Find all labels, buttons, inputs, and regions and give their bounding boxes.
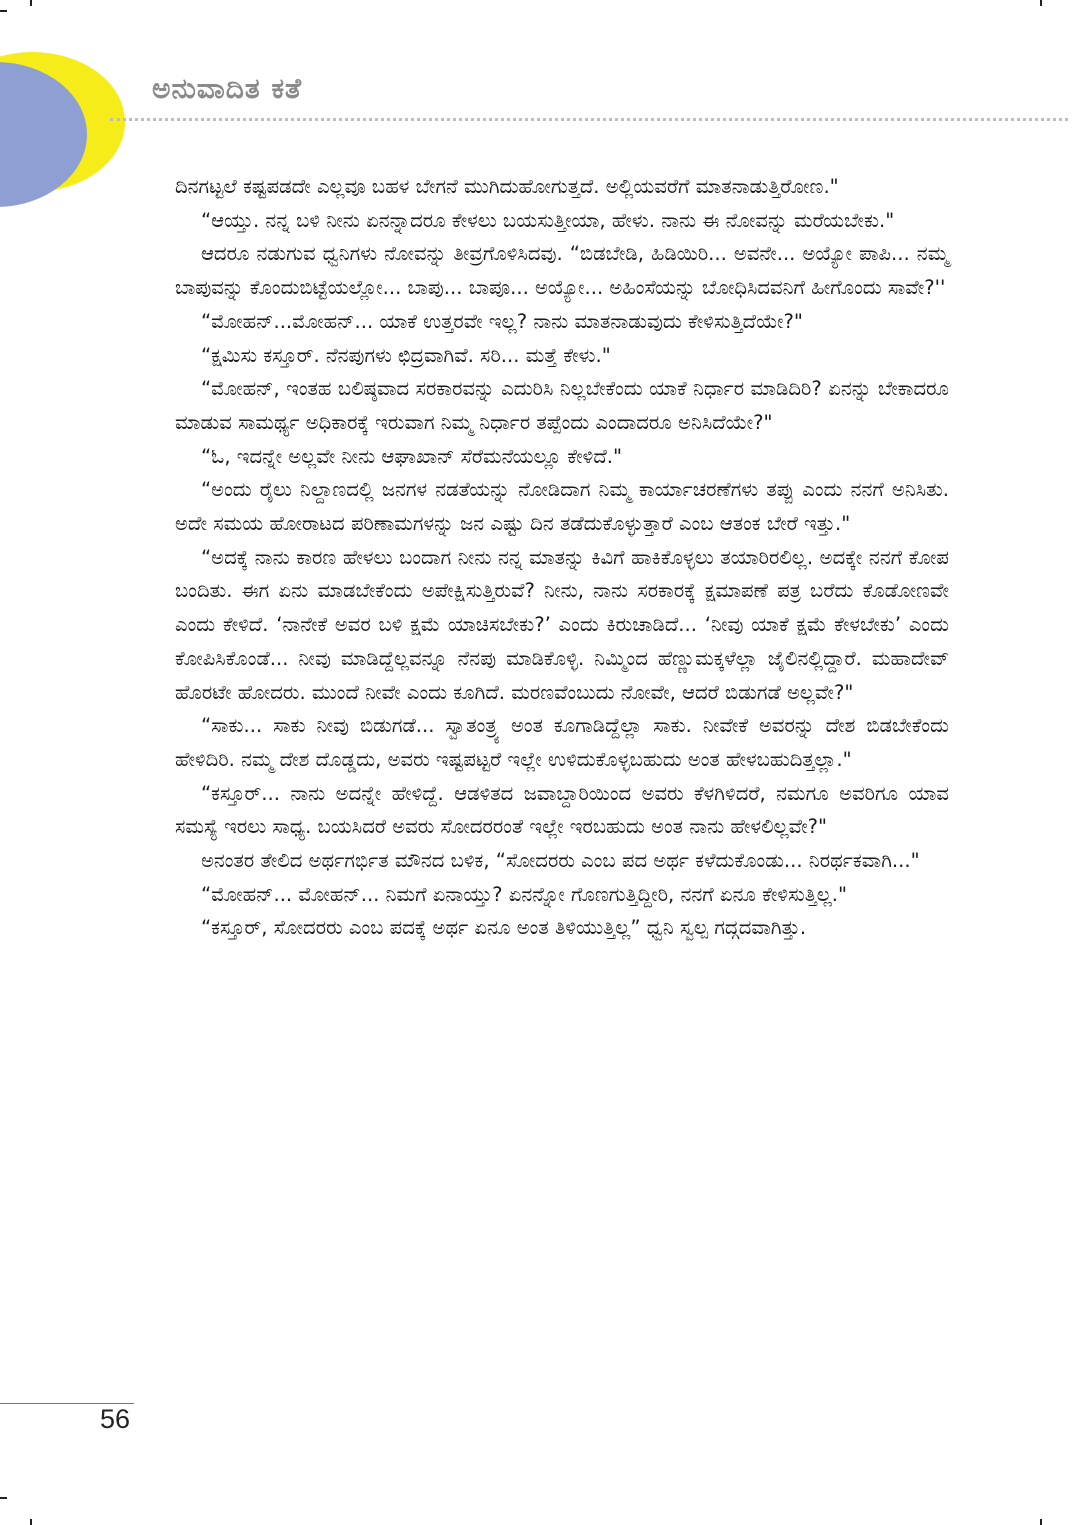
paragraph: “ಓ, ಇದನ್ನೇ ಅಲ್ಲವೇ ನೀನು ಆಘಾಖಾನ್ ಸೆರೆಮನೆಯಲ್ಲೂ ಕೇಳಿದೆ." <box>201 444 623 468</box>
paragraph: ದಿನಗಟ್ಟಲೆ ಕಷ್ಟಪಡದೇ ಎಲ್ಲವೂ ಬಹಳ ಬೇಗನೆ ಮುಗಿದುಹೋಗುತ್ತದೆ. ಅಲ್ಲಿಯವರೆಗೆ ಮಾತನಾಡುತ್ತಿರೋಣ." <box>175 175 839 198</box>
paragraph: “ಕಸ್ತೂರ್, ಸೋದರರು ಎಂಬ ಪದಕ್ಕೆ ಅರ್ಥ ಏನೂ ಅಂತ ತಿಳಿಯುತ್ತಿಲ್ಲ” ಧ್ವನಿ ಸ್ವಲ್ಪ ಗದ್ಗದವಾಗಿತ್ತು. <box>201 916 807 940</box>
paragraph: ಅನಂತರ ತೇಲಿದ ಅರ್ಥಗರ್ಭಿತ ಮೌನದ ಬಳಿಕ, “ಸೋದರರು ಎಂಬ ಪದ ಅರ್ಥ ಕಳೆದುಕೊಂಡು... ನಿರರ್ಥಕವಾಗಿ..." <box>201 849 920 873</box>
paragraph: “ಮೋಹನ್... ಮೋಹನ್... ನಿಮಗೆ ಏನಾಯ್ತು? ಏನನ್ನೋ ಗೊಣಗುತ್ತಿದ್ದೀರಿ, ನನಗೆ ಏನೂ ಕೇಳಿಸುತ್ತಿಲ್ಲ." <box>201 882 848 906</box>
paragraph: “ಕ್ಷಮಿಸು ಕಸ್ತೂರ್. ನೆನಪುಗಳು ಛಿದ್ರವಾಗಿವೆ. ಸರಿ... ಮತ್ತೆ ಕೇಳು." <box>201 343 611 367</box>
paragraph: “ಆಯ್ತು. ನನ್ನ ಬಳಿ ನೀನು ಏನನ್ನಾದರೂ ಕೇಳಲು ಬಯಸುತ್ತೀಯಾ, ಹೇಳು. ನಾನು ಈ ನೋವನ್ನು ಮರೆಯಬೇಕು." <box>201 208 895 232</box>
dotted-divider <box>110 118 1068 121</box>
crop-mark-bottom-right <box>1040 1519 1042 1525</box>
story-body <box>175 170 949 945</box>
crop-mark-top-right <box>1040 0 1042 6</box>
section-header: ಅನುವಾದಿತ ಕತೆ <box>152 72 303 105</box>
paragraph: “ಮೋಹನ್, ಇಂತಹ ಬಲಿಷ್ಠವಾದ ಸರಕಾರವನ್ನು ಎದುರಿಸಿ ನಿಲ್ಲಬೇಕೆಂದು ಯಾಕೆ ನಿರ್ಧಾರ ಮಾಡಿದಿರಿ? ಏನನ್ನು ಬೇಕಾದರೂ ಮಾಡುವ ಸಾಮರ್ಥ್ಯ ಅಧಿಕಾರಕ್ಕೆ ಇರುವಾಗ ನಿಮ್ಮ ನಿರ್ಧಾರ ತಪ್ಪೆಂದು ಎಂದಾದರೂ ಅನಿಸಿದೆಯೇ?" <box>175 377 949 434</box>
crop-mark-bottom-left-vertical <box>30 1519 32 1525</box>
paragraph: “ಕಸ್ತೂರ್... ನಾನು ಅದನ್ನೇ ಹೇಳಿದ್ದೆ. ಆಡಳಿತದ ಜವಾಬ್ದಾರಿಯಿಂದ ಅವರು ಕೆಳಗಿಳಿದರೆ, ನಮಗೂ ಅವರಿಗೂ ಯಾವ ಸಮಸ್ಯೆ ಇರಲು ಸಾಧ್ಯ. ಬಯಸಿದರೆ ಅವರು ಸೋದರರಂತೆ ಇಲ್ಲೇ ಇರಬಹುದು ಅಂತ ನಾನು ಹೇಳಲಿಲ್ಲವೇ?" <box>175 781 949 839</box>
crop-mark-top-left-vertical <box>30 0 32 6</box>
paragraph: “ಸಾಕು... ಸಾಕು ನೀವು ಬಿಡುಗಡೆ... ಸ್ವಾತಂತ್ರ್ಯ ಅಂತ ಕೂಗಾಡಿದ್ದೆಲ್ಲಾ ಸಾಕು. ನೀವೇಕೆ ಅವರನ್ನು ದೇಶ ಬಿಡಬೇಕೆಂದು ಹೇಳಿದಿರಿ. ನಮ್ಮ ದೇಶ ದೊಡ್ಡದು, ಅವರು ಇಷ್ಟಪಟ್ಟರೆ ಇಲ್ಲೇ ಉಳಿದುಕೊಳ್ಳಬಹುದು ಅಂತ ಹೇಳಬಹುದಿತ್ತಲ್ಲಾ." <box>175 714 949 771</box>
paragraph: “ಅಂದು ರೈಲು ನಿಲ್ದಾಣದಲ್ಲಿ ಜನಗಳ ನಡತೆಯನ್ನು ನೋಡಿದಾಗ ನಿಮ್ಮ ಕಾರ್ಯಾಚರಣೆಗಳು ತಪ್ಪು ಎಂದು ನನಗೆ ಅನಿಸಿತು. ಅದೇ ಸಮಯ ಹೋರಾಟದ ಪರಿಣಾಮಗಳನ್ನು ಜನ ಎಷ್ಟು ದಿನ ತಡೆದುಕೊಳ್ಳುತ್ತಾರೆ ಎಂಬ ಆತಂಕ ಬೇರೆ ಇತ್ತು." <box>175 478 949 536</box>
page-number: 56 <box>100 1404 131 1434</box>
crop-mark-bottom-left <box>0 1497 7 1499</box>
crop-mark-top-left <box>0 10 7 12</box>
paragraph: ಆದರೂ ನಡುಗುವ ಧ್ವನಿಗಳು ನೋವನ್ನು ತೀವ್ರಗೊಳಿಸಿದವು. “ಬಿಡಬೇಡಿ, ಹಿಡಿಯಿರಿ... ಅವನೇ... ಅಯ್ಯೋ ಪಾಪಿ... ನಮ್ಮ ಬಾಪುವನ್ನು ಕೊಂದುಬಿಟ್ಟೆಯಲ್ಲೋ... ಬಾಪು... ಬಾಪೂ... ಅಯ್ಯೋ... ಅಹಿಂಸೆಯನ್ನು ಬೋಧಿಸಿದವನಿಗೆ ಹೀಗೊಂದು ಸಾವೇ?'' <box>175 242 949 300</box>
paragraph: “ಮೋಹನ್...ಮೋಹನ್... ಯಾಕೆ ಉತ್ತರವೇ ಇಲ್ಲ? ನಾನು ಮಾತನಾಡುವುದು ಕೇಳಿಸುತ್ತಿದೆಯೇ?" <box>201 309 803 333</box>
paragraph: “ಅದಕ್ಕೆ ನಾನು ಕಾರಣ ಹೇಳಲು ಬಂದಾಗ ನೀನು ನನ್ನ ಮಾತನ್ನು ಕಿವಿಗೆ ಹಾಕಿಕೊಳ್ಳಲು ತಯಾರಿರಲಿಲ್ಲ. ಅದಕ್ಕೇ ನನಗೆ ಕೋಪ ಬಂದಿತು. ಈಗ ಏನು ಮಾಡಬೇಕೆಂದು ಅಪೇಕ್ಷಿಸುತ್ತಿರುವೆ? ನೀನು, ನಾನು ಸರಕಾರಕ್ಕೆ ಕ್ಷಮಾಪಣೆ ಪತ್ರ ಬರೆದು ಕೊಡೋಣವೇ ಎಂದು ಕೇಳಿದೆ. ‘ನಾನೇಕೆ ಅವರ ಬಳಿ ಕ್ಷಮೆ ಯಾಚಿಸಬೇಕು?’ ಎಂದು ಕಿರುಚಾಡಿದೆ... ‘ನೀವು ಯಾಕೆ ಕ್ಷಮೆ ಕೇಳಬೇಕು’ ಎಂದು ಕೋಪಿಸಿಕೊಂಡೆ... ನೀವು ಮಾಡಿದ್ದೆಲ್ಲವನ್ನೂ ನೆನಪು ಮಾಡಿಕೊಳ್ಳಿ. ನಿಮ್ಮಿಂದ ಹೆಣ್ಣುಮಕ್ಕಳೆಲ್ಲಾ ಜೈಲಿನಲ್ಲಿದ್ದಾರೆ. ಮಹಾದೇವ್ ಹೊರಟೇ ಹೋದರು. ಮುಂದೆ ನೀವೇ ಎಂದು ಕೂಗಿದೆ. ಮರಣವೆಂಬುದು ನೋವೇ, ಆದರೆ ಬಿಡುಗಡೆ ಅಲ್ಲವೇ?" <box>175 545 949 704</box>
